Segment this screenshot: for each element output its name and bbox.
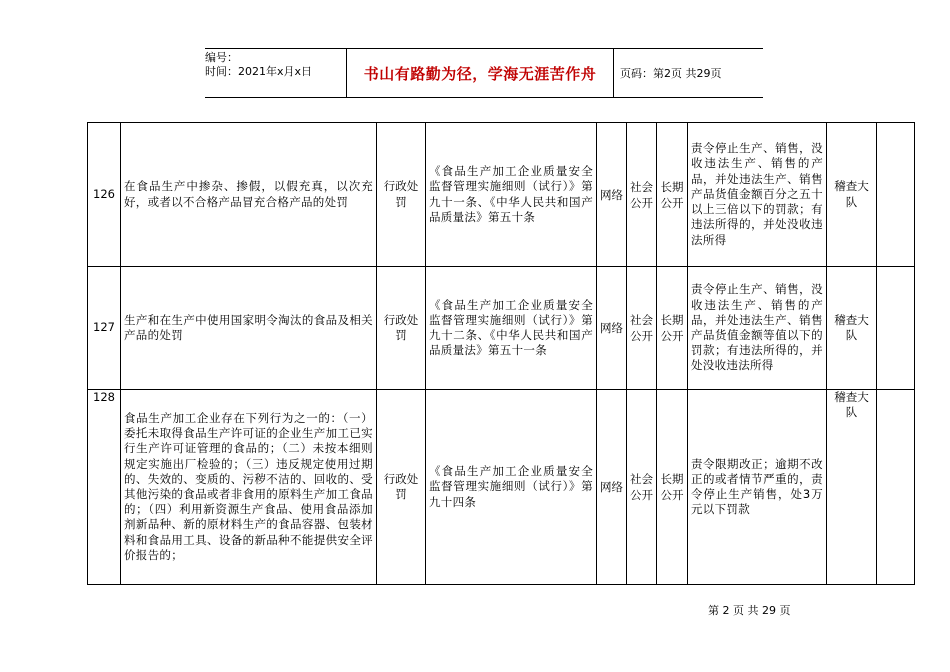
publish-scope: 社会公开 xyxy=(627,390,657,585)
document-header xyxy=(205,48,763,98)
publish-period: 长期公开 xyxy=(657,390,688,585)
item-name: 生产和在生产中使用国家明令淘汰的食品及相关产品的处罚 xyxy=(121,267,377,390)
table-row xyxy=(88,267,915,390)
legal-basis: 《食品生产加工企业质量安全监督管理实施细则（试行）》第九十二条、《中华人民共和国产品质量法》第五十一条 xyxy=(426,267,597,390)
legal-basis: 《食品生产加工企业质量安全监督管理实施细则（试行）》第九十四条 xyxy=(426,390,597,585)
penalty-detail: 责令停止生产、销售，没收违法生产、销售的产品，并处违法生产、销售产品货值金额百分之五十以上三倍以下的罚款；有违法所得的，并处没收违法所得 xyxy=(688,123,827,267)
table-row xyxy=(88,123,915,267)
number-label: 编号： xyxy=(205,51,238,64)
publish-period: 长期公开 xyxy=(657,267,688,390)
header-info xyxy=(205,49,346,99)
publish-channel: 网络 xyxy=(597,390,627,585)
publish-channel: 网络 xyxy=(597,123,627,267)
time-label: 时间：2021年x月x日 xyxy=(205,65,313,78)
department: 稽查大队 xyxy=(827,123,877,267)
note-cell xyxy=(877,390,915,585)
publish-period: 长期公开 xyxy=(657,123,688,267)
publish-channel: 网络 xyxy=(597,267,627,390)
penalty-detail: 责令停止生产、销售，没收违法生产、销售的产品，并处违法生产、销售产品货值金额等值以下的罚款；有违法所得的，并处没收违法所得 xyxy=(688,267,827,390)
item-type: 行政处罚 xyxy=(377,123,426,267)
table-row xyxy=(88,390,915,585)
item-name: 在食品生产中掺杂、掺假，以假充真，以次充好，或者以不合格产品冒充合格产品的处罚 xyxy=(121,123,377,267)
publish-scope: 社会公开 xyxy=(627,123,657,267)
item-type: 行政处罚 xyxy=(377,267,426,390)
department: 稽查大队 xyxy=(827,267,877,390)
row-number: 127 xyxy=(88,267,121,390)
item-type: 行政处罚 xyxy=(377,390,426,585)
row-number: 128 xyxy=(88,390,121,585)
header-motto: 书山有路勤为径，学海无涯苦作舟 xyxy=(363,64,597,83)
penalty-table xyxy=(87,122,915,585)
item-name: 食品生产加工企业存在下列行为之一的：（一）委托未取得食品生产许可证的企业生产加工已实行生产许可证管理的食品的；（二）未按本细则规定实施出厂检验的；（三）违反规定使用过期的、失效的、变质的、污秽不洁的、回收的、受其他污染的食品或者非食用的原料生产加工食品的；（四）利用新资源生产食品、使用食品添加剂新品种、新的原材料生产的食品容器、包装材料和食品用工具、设备的新品种不能提供安全评价报告的； xyxy=(121,390,377,585)
penalty-detail: 责令限期改正；逾期不改正的或者情节严重的，责令停止生产销售，处3万元以下罚款 xyxy=(688,390,827,585)
department: 稽查大队 xyxy=(827,390,877,585)
publish-scope: 社会公开 xyxy=(627,267,657,390)
header-page-label: 页码：第2页 共29页 xyxy=(620,67,722,80)
row-number: 126 xyxy=(88,123,121,267)
legal-basis: 《食品生产加工企业质量安全监督管理实施细则（试行）》第九十一条、《中华人民共和国产品质量法》第五十条 xyxy=(426,123,597,267)
note-cell xyxy=(877,123,915,267)
note-cell xyxy=(877,267,915,390)
page-footer: 第 2 页 共 29 页 xyxy=(708,604,791,617)
